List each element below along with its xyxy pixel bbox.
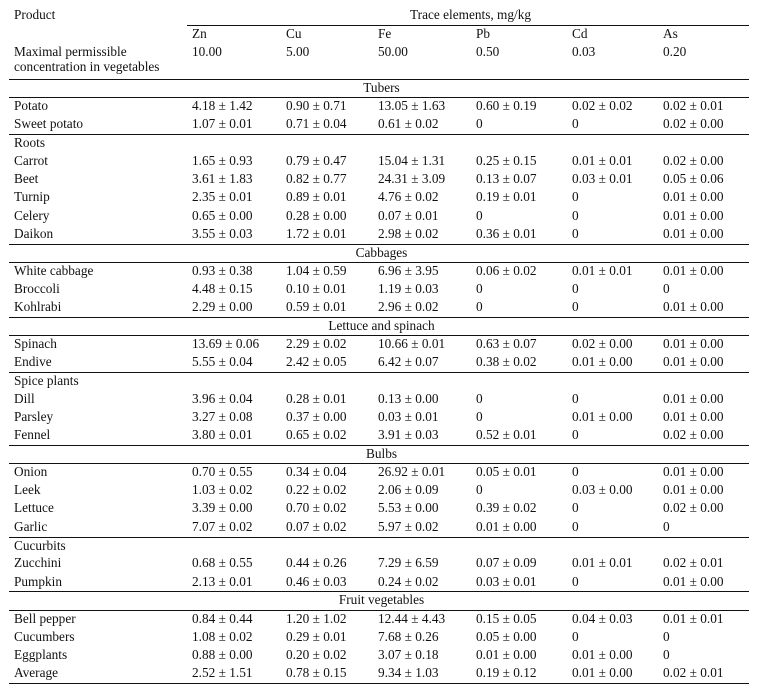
cu-value: 0.44 ± 0.26 [286,555,347,571]
pb-value: 0 [476,280,483,296]
table-row [9,555,749,573]
empty-cell [658,537,749,555]
cd-value: 0 [572,189,579,205]
average-label: Average [9,665,187,683]
section-title: Spice plants [9,372,187,390]
cu-value: 0.20 ± 0.02 [286,646,347,662]
product-name: Fennel [14,427,51,443]
table-row [9,464,749,482]
cd-value: 0 [572,225,579,241]
as-value: 0.02 ± 0.00 [663,500,724,516]
product-name: Cucumbers [14,628,75,644]
table-row [9,574,749,592]
zn-value: 5.55 ± 0.04 [192,354,253,370]
table-row [9,263,749,281]
product-name: Dill [14,390,35,406]
section-header-row [9,80,749,98]
product-column-header: Product [14,7,56,22]
table-row [9,116,749,134]
product-name: Zucchini [14,555,62,571]
table-row [9,208,749,226]
zn-value: 0.65 ± 0.00 [192,207,253,223]
as-value: 0.02 ± 0.01 [663,555,724,571]
table-row [9,281,749,299]
product-name: Beet [14,171,39,187]
product-name: Onion [14,464,48,480]
section-header-row [9,244,749,262]
section-header-row [9,537,749,555]
as-value: 0.01 ± 0.00 [663,189,724,205]
cu-value: 0.34 ± 0.04 [286,464,347,480]
cu-value: 0.22 ± 0.02 [286,482,347,498]
cu-value: 0.37 ± 0.00 [286,408,347,424]
section-header-row [9,592,749,610]
limit-as: 0.20 [663,43,687,59]
zn-value: 3.61 ± 1.83 [192,171,253,187]
cd-value: 0.04 ± 0.03 [572,610,633,626]
empty-cell [373,134,471,152]
as-value: 0.01 ± 0.00 [663,464,724,480]
average-fe: 9.34 ± 1.03 [373,665,471,683]
product-name: Leek [14,482,41,498]
section-title: Bulbs [9,446,749,464]
zn-value: 7.07 ± 0.02 [192,518,253,534]
as-value: 0.01 ± 0.00 [663,225,724,241]
empty-cell [373,372,471,390]
section-title: Lettuce and spinach [9,317,749,335]
fe-value: 15.04 ± 1.31 [378,152,446,168]
pb-value: 0.52 ± 0.01 [476,427,537,443]
cd-value: 0 [572,573,579,589]
as-value: 0.01 ± 0.00 [663,482,724,498]
as-value: 0.01 ± 0.00 [663,354,724,370]
fe-value: 5.53 ± 0.00 [378,500,439,516]
cu-value: 1.04 ± 0.59 [286,263,347,279]
product-name: Turnip [14,189,50,205]
average-as: 0.02 ± 0.01 [658,665,749,683]
trace-elements-group-header: Trace elements, mg/kg [187,7,749,25]
zn-value: 3.39 ± 0.00 [192,500,253,516]
zn-value: 0.68 ± 0.55 [192,555,253,571]
pb-value: 0.38 ± 0.02 [476,354,537,370]
fe-value: 6.96 ± 3.95 [378,263,439,279]
section-title: Cucurbits [9,537,187,555]
empty-cell [281,537,373,555]
cd-value: 0.02 ± 0.00 [572,336,633,352]
cd-value: 0.01 ± 0.01 [572,263,633,279]
product-name: Sweet potato [14,116,84,132]
product-name: White cabbage [14,263,94,279]
pb-value: 0.15 ± 0.05 [476,610,537,626]
section-header-row [9,372,749,390]
zn-value: 3.55 ± 0.03 [192,225,253,241]
fe-value: 6.42 ± 0.07 [378,354,439,370]
fe-value: 0.24 ± 0.02 [378,573,439,589]
pb-value: 0.07 ± 0.09 [476,555,537,571]
pb-value: 0 [476,390,483,406]
cd-value: 0 [572,390,579,406]
fe-value: 0.13 ± 0.00 [378,390,439,406]
table-row [9,409,749,427]
zn-value: 1.07 ± 0.01 [192,116,253,132]
cu-value: 0.07 ± 0.02 [286,518,347,534]
zn-value: 2.29 ± 0.00 [192,299,253,315]
cu-value: 1.72 ± 0.01 [286,225,347,241]
section-title: Fruit vegetables [9,592,749,610]
cd-value: 0.03 ± 0.00 [572,482,633,498]
as-column-header: As [663,25,678,41]
zn-value: 0.93 ± 0.38 [192,263,253,279]
fe-value: 4.76 ± 0.02 [378,189,439,205]
table-row [9,482,749,500]
fe-value: 0.61 ± 0.02 [378,116,439,132]
cd-value: 0 [572,299,579,315]
as-value: 0.01 ± 0.00 [663,299,724,315]
average-pb: 0.19 ± 0.12 [471,665,567,683]
section-header-row [9,446,749,464]
fe-value: 13.05 ± 1.63 [378,98,446,114]
table-row [9,171,749,189]
product-name: Eggplants [14,646,68,662]
fe-value: 1.19 ± 0.03 [378,280,439,296]
cu-value: 0.29 ± 0.01 [286,628,347,644]
zn-value: 3.27 ± 0.08 [192,408,253,424]
as-value: 0.01 ± 0.00 [663,408,724,424]
section-title: Roots [9,134,187,152]
product-name: Bell pepper [14,610,76,626]
pb-value: 0.06 ± 0.02 [476,263,537,279]
empty-cell [373,537,471,555]
zn-value: 0.88 ± 0.00 [192,646,253,662]
pb-value: 0.13 ± 0.07 [476,171,537,187]
as-value: 0 [663,280,670,296]
empty-cell [567,537,658,555]
cd-value: 0 [572,500,579,516]
as-value: 0.02 ± 0.00 [663,427,724,443]
product-name: Potato [14,98,48,114]
as-value: 0.02 ± 0.01 [663,98,724,114]
cu-value: 0.28 ± 0.01 [286,390,347,406]
average-cd: 0.01 ± 0.00 [567,665,658,683]
fe-value: 10.66 ± 0.01 [378,336,446,352]
fe-value: 7.29 ± 6.59 [378,555,439,571]
fe-value: 5.97 ± 0.02 [378,518,439,534]
empty-cell [187,537,281,555]
as-value: 0.01 ± 0.00 [663,573,724,589]
cu-value: 0.70 ± 0.02 [286,500,347,516]
table-row [9,500,749,518]
zn-value: 0.70 ± 0.55 [192,464,253,480]
pb-value: 0.19 ± 0.01 [476,189,537,205]
fe-value: 3.07 ± 0.18 [378,646,439,662]
cd-value: 0 [572,427,579,443]
zn-value: 1.08 ± 0.02 [192,628,253,644]
zn-value: 3.96 ± 0.04 [192,390,253,406]
table-row [9,336,749,354]
table-row [9,519,749,537]
fe-value: 0.03 ± 0.01 [378,408,439,424]
pb-value: 0 [476,116,483,132]
cd-value: 0.01 ± 0.01 [572,152,633,168]
table-row [9,647,749,665]
zn-value: 4.18 ± 1.42 [192,98,253,114]
pb-value: 0.39 ± 0.02 [476,500,537,516]
header-spacer [9,25,187,43]
pb-value: 0.36 ± 0.01 [476,225,537,241]
cd-value: 0.01 ± 0.00 [572,354,633,370]
table-row [9,153,749,171]
empty-cell [471,372,567,390]
product-name: Lettuce [14,500,54,516]
cu-value: 2.42 ± 0.05 [286,354,347,370]
limit-fe: 50.00 [378,43,408,59]
cu-value: 0.46 ± 0.03 [286,573,347,589]
cd-value: 0 [572,280,579,296]
table-row [9,98,749,116]
trace-elements-table [9,7,749,684]
fe-value: 12.44 ± 4.43 [378,610,446,626]
cu-value: 0.90 ± 0.71 [286,98,347,114]
average-zn: 2.52 ± 1.51 [187,665,281,683]
as-value: 0.01 ± 0.00 [663,336,724,352]
empty-cell [658,372,749,390]
average-row [9,665,749,683]
limit-cu: 5.00 [286,43,310,59]
empty-cell [567,372,658,390]
as-value: 0.05 ± 0.06 [663,171,724,187]
as-value: 0.02 ± 0.00 [663,152,724,168]
fe-value: 2.06 ± 0.09 [378,482,439,498]
pb-value: 0 [476,207,483,223]
product-name: Carrot [14,152,48,168]
table-row [9,354,749,372]
cu-value: 0.59 ± 0.01 [286,299,347,315]
fe-column-header: Fe [378,25,392,41]
fe-value: 7.68 ± 0.26 [378,628,439,644]
zn-value: 1.65 ± 0.93 [192,152,253,168]
cd-value: 0 [572,116,579,132]
cd-value: 0.02 ± 0.02 [572,98,633,114]
cd-value: 0 [572,464,579,480]
cd-value: 0 [572,518,579,534]
fe-value: 24.31 ± 3.09 [378,171,446,187]
pb-value: 0 [476,408,483,424]
table-row [9,610,749,628]
section-title: Cabbages [9,244,749,262]
cu-value: 2.29 ± 0.02 [286,336,347,352]
empty-cell [567,134,658,152]
cu-value: 0.71 ± 0.04 [286,116,347,132]
product-name: Broccoli [14,280,60,296]
product-name: Spinach [14,336,57,352]
limit-row [9,44,749,80]
fe-value: 3.91 ± 0.03 [378,427,439,443]
empty-cell [281,134,373,152]
zn-value: 2.35 ± 0.01 [192,189,253,205]
fe-value: 0.07 ± 0.01 [378,207,439,223]
cd-value: 0 [572,207,579,223]
product-name: Daikon [14,225,54,241]
cu-value: 0.28 ± 0.00 [286,207,347,223]
pb-value: 0.03 ± 0.01 [476,573,537,589]
limit-cd: 0.03 [572,43,596,59]
as-value: 0.01 ± 0.01 [663,610,724,626]
pb-value: 0.01 ± 0.00 [476,518,537,534]
zn-value: 1.03 ± 0.02 [192,482,253,498]
fe-value: 2.96 ± 0.02 [378,299,439,315]
empty-cell [658,134,749,152]
cu-value: 1.20 ± 1.02 [286,610,347,626]
cu-value: 0.10 ± 0.01 [286,280,347,296]
cd-value: 0 [572,628,579,644]
section-title: Tubers [9,80,749,98]
product-name: Garlic [14,518,48,534]
pb-value: 0 [476,482,483,498]
fe-value: 26.92 ± 0.01 [378,464,446,480]
pb-value: 0.60 ± 0.19 [476,98,537,114]
table-row [9,299,749,317]
as-value: 0.01 ± 0.00 [663,390,724,406]
pb-column-header: Pb [476,25,491,41]
pb-value: 0 [476,299,483,315]
table-row [9,427,749,445]
product-name: Kohlrabi [14,299,62,315]
zn-value: 3.80 ± 0.01 [192,427,253,443]
product-name: Celery [14,207,50,223]
fe-value: 2.98 ± 0.02 [378,225,439,241]
limit-label: Maximal permissible concentration in vegetables [14,43,160,74]
cd-value: 0.01 ± 0.01 [572,555,633,571]
pb-value: 0.01 ± 0.00 [476,646,537,662]
zn-value: 13.69 ± 0.06 [192,336,260,352]
pb-value: 0.25 ± 0.15 [476,152,537,168]
table-row [9,189,749,207]
pb-value: 0.63 ± 0.07 [476,336,537,352]
cu-column-header: Cu [286,25,302,41]
section-header-row [9,134,749,152]
as-value: 0 [663,646,670,662]
limit-zn: 10.00 [192,43,222,59]
table-row [9,629,749,647]
as-value: 0.01 ± 0.00 [663,263,724,279]
product-name: Parsley [14,408,54,424]
cd-column-header: Cd [572,25,588,41]
pb-value: 0.05 ± 0.00 [476,628,537,644]
cd-value: 0.01 ± 0.00 [572,408,633,424]
as-value: 0.02 ± 0.00 [663,116,724,132]
empty-cell [187,372,281,390]
limit-pb: 0.50 [476,43,500,59]
table-row [9,391,749,409]
table-header-row [9,7,749,25]
table-row [9,226,749,244]
empty-cell [281,372,373,390]
zn-value: 2.13 ± 0.01 [192,573,253,589]
product-name: Endive [14,354,52,370]
empty-cell [471,134,567,152]
zn-column-header: Zn [192,25,207,41]
average-cu: 0.78 ± 0.15 [281,665,373,683]
as-value: 0 [663,518,670,534]
as-value: 0 [663,628,670,644]
section-header-row [9,317,749,335]
zn-value: 4.48 ± 0.15 [192,280,253,296]
element-header-row [9,25,749,43]
cd-value: 0.03 ± 0.01 [572,171,633,187]
cu-value: 0.65 ± 0.02 [286,427,347,443]
cu-value: 0.82 ± 0.77 [286,171,347,187]
cd-value: 0.01 ± 0.00 [572,646,633,662]
as-value: 0.01 ± 0.00 [663,207,724,223]
cu-value: 0.89 ± 0.01 [286,189,347,205]
pb-value: 0.05 ± 0.01 [476,464,537,480]
product-name: Pumpkin [14,573,63,589]
cu-value: 0.79 ± 0.47 [286,152,347,168]
zn-value: 0.84 ± 0.44 [192,610,253,626]
empty-cell [187,134,281,152]
empty-cell [471,537,567,555]
